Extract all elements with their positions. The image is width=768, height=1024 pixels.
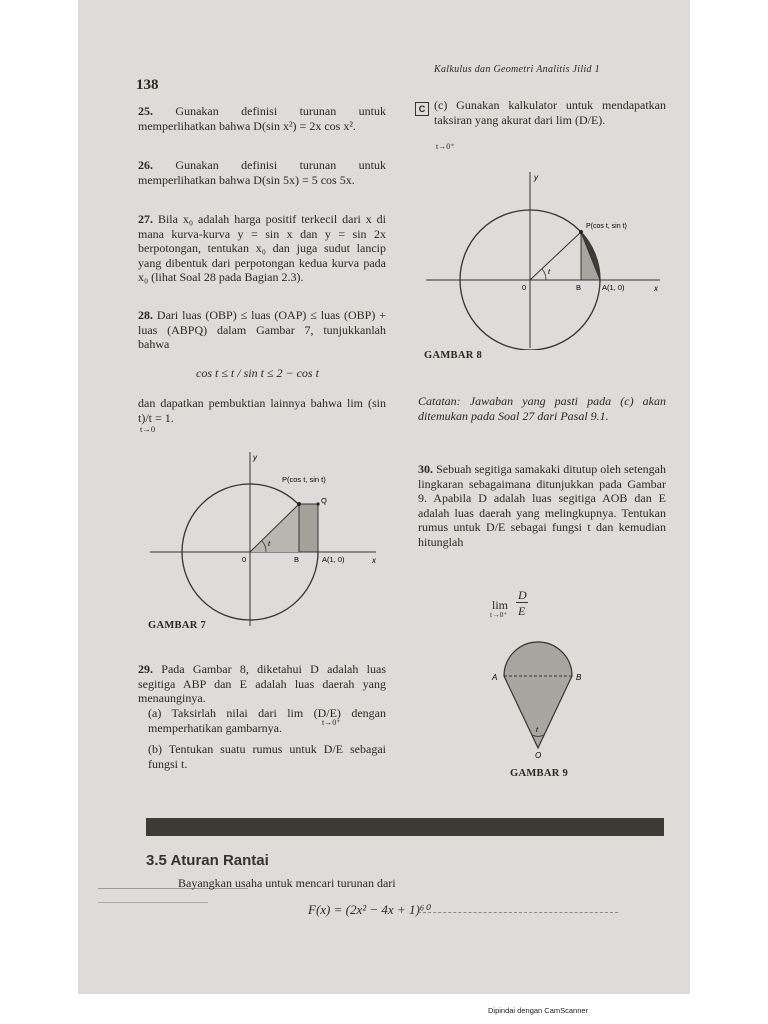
shaded-region: [504, 642, 572, 748]
calculator-icon: C: [415, 102, 429, 116]
rectangle-ABPQ: [299, 504, 318, 552]
exercise-number: 29.: [138, 662, 153, 676]
divider: [418, 912, 618, 913]
label-O: 0: [242, 555, 247, 564]
exercise-text: Sebuah segitiga samakaki ditutup oleh setengah lingkaran sebagaimana ditunjukkan pada Gambar 9. Apabila D adalah luas segitiga AOB dan E adalah luas daerah yang melingkupnya. Tentukan rumus untuk D/E sebagai fungsi t dan kemudian hitunglah: [418, 462, 666, 549]
note-text: Jawaban yang pasti pada (c) akan ditemukan pada Soal 27 dari Pasal 9.1.: [418, 394, 667, 423]
note-label: Catatan:: [418, 394, 461, 408]
label-Q: Q: [321, 496, 327, 505]
limit-word: lim: [492, 598, 509, 612]
exercise-number: 28.: [138, 308, 153, 322]
label-A: A: [492, 673, 498, 682]
inequality-formula: cos t ≤ t / sin t ≤ 2 − cos t: [196, 366, 319, 380]
limit-subscript-29a: t→0⁺: [322, 718, 341, 727]
limit-subscript-30: t→0⁺: [490, 610, 508, 619]
exercise-number: 25.: [138, 104, 153, 118]
fraction-bar: [516, 602, 528, 603]
label-y: y: [534, 173, 538, 182]
label-x: x: [372, 556, 376, 565]
label-P: P(cos t, sin t): [586, 223, 627, 230]
figure-8-caption: GAMBAR 8: [424, 350, 483, 361]
point-P: [579, 230, 583, 234]
label-B: B: [576, 283, 582, 292]
label-O: O: [535, 751, 542, 760]
limit-subscript-29c: t→0⁺: [436, 142, 455, 151]
exercise-25: [138, 104, 386, 133]
exercise-29c: (c) Gunakan kalkulator untuk mendapatkan taksiran yang akurat dari lim (D/E).: [434, 98, 666, 127]
exercise-text: Pada Gambar 8, diketahui D adalah luas segitiga ABP dan E adalah luas daerah yang menaunginya.: [138, 662, 387, 706]
section-banner: [146, 818, 664, 836]
exercise-text: Gunakan definisi turunan untuk memperlihatkan bahwa D(sin 5x) = 5 cos 5x.: [138, 158, 386, 187]
exercise-27: [138, 212, 386, 285]
figure-7: [138, 448, 388, 628]
exercise-text: Dari luas (OBP) ≤ luas (OAP) ≤ luas (OBP) + luas (ABPQ) dalam Gambar 7, tunjukkanlah bahwa: [138, 308, 387, 352]
figure-9-caption: GAMBAR 9: [510, 768, 569, 779]
fraction-numerator: D: [518, 588, 527, 602]
scanner-footer: Dipindai dengan CamScanner: [488, 1006, 589, 1015]
angle-arc: [542, 269, 546, 280]
figure-9: [488, 640, 598, 760]
running-header: Kalkulus dan Geometri Analitis Jilid 1: [434, 64, 600, 75]
section-title: 3.5 Aturan Rantai: [146, 852, 269, 869]
label-P: P(cos t, sin t): [282, 475, 326, 484]
label-O: 0: [522, 283, 527, 292]
figure-7-caption: GAMBAR 7: [148, 620, 207, 631]
label-x: x: [654, 284, 658, 293]
divider: [98, 902, 208, 903]
label-t: t: [268, 539, 271, 548]
label-t: t: [548, 267, 551, 276]
exercise-29b: (b) Tentukan suatu rumus untuk D/E sebagai fungsi t.: [148, 742, 386, 771]
page-number: 138: [136, 77, 159, 93]
radius-OP: [530, 232, 581, 280]
note: [418, 394, 666, 423]
exercise-text: Gunakan definisi turunan untuk memperlihatkan bahwa D(sin x²) = 2x cos x².: [138, 104, 386, 133]
exercise-29: [138, 662, 386, 706]
exercise-29a: (a) Taksirlah nilai dari lim (D/E) dengan memperhatikan gambarnya.: [148, 706, 386, 735]
exercise-28: [138, 308, 386, 352]
limit-subscript: t→0: [140, 424, 156, 434]
label-t: t: [536, 727, 538, 734]
section-intro: Bayangkan usaha untuk mencari turunan dari: [178, 876, 396, 890]
label-B: B: [294, 555, 300, 564]
fraction-denominator: E: [518, 604, 526, 618]
section-formula: F(x) = (2x² − 4x + 1)⁶⁰: [308, 902, 430, 917]
label-B: B: [576, 673, 582, 682]
exercise-26: [138, 158, 386, 187]
exercise-30: [418, 462, 666, 550]
point-P: [297, 502, 301, 506]
point-Q: [316, 502, 319, 505]
exercise-number: 27.: [138, 212, 153, 226]
book-page: [78, 0, 690, 994]
exercise-28-continued: [138, 396, 386, 425]
exercise-text: dan dapatkan pembuktian lainnya bahwa lim (sin t)/t = 1.: [138, 396, 386, 425]
exercise-number: 26.: [138, 158, 153, 172]
figure-8: [418, 170, 668, 350]
label-A: A(1, 0): [322, 555, 345, 564]
label-y: y: [253, 453, 257, 462]
triangle-ABP: [581, 232, 600, 280]
exercise-number: 30.: [418, 462, 433, 476]
label-A: A(1, 0): [602, 283, 625, 292]
exercise-text: Bila x₀ adalah harga positif terkecil dari x di mana kurva-kurva y = sin x dan y = sin 2x berpotongan, tentukan x₀ dan juga sudut lancip yang dibentuk dari perpotongan kedua kurva pada x₀ (lihat Soal 28 pada Bagian 2.3).: [138, 212, 386, 285]
